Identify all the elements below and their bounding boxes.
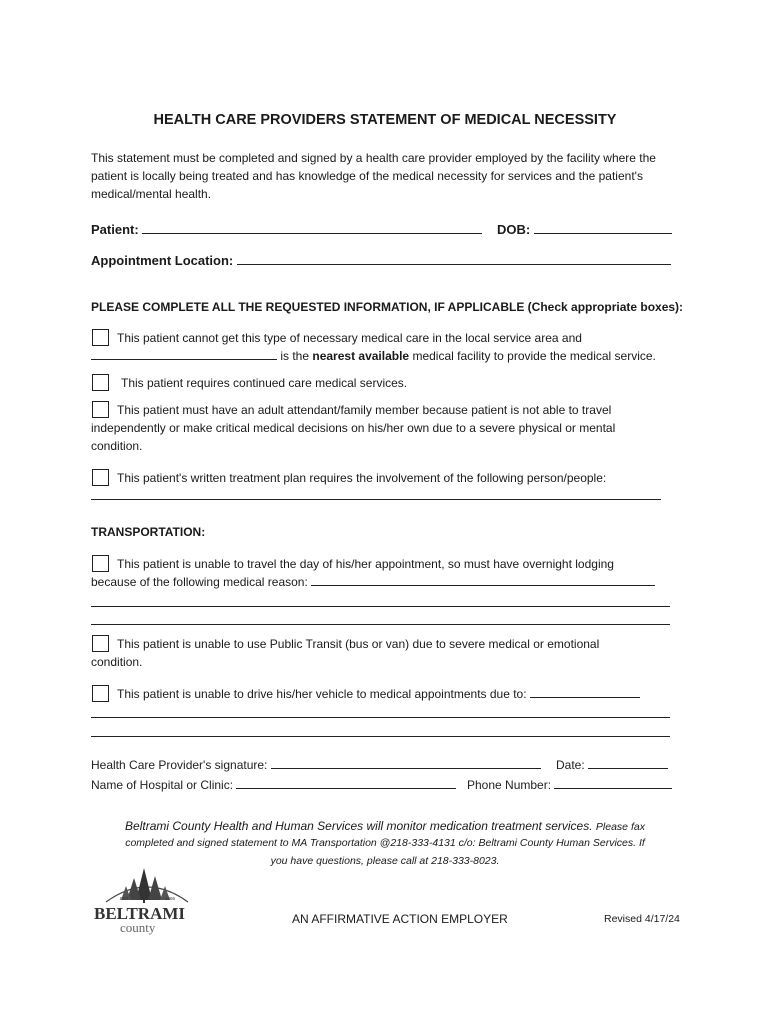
footer-monitor-text: Beltrami County Health and Human Services will monitor medication treatment services. xyxy=(125,819,593,833)
revised-date: Revised 4/17/24 xyxy=(604,913,680,925)
logo-est-text: EST. xyxy=(120,896,130,901)
patient-label: Patient: xyxy=(91,222,139,237)
transport-overnight-line2: because of the following medical reason: xyxy=(91,575,308,589)
transport-overnight-text xyxy=(91,555,691,591)
date-input-line[interactable] xyxy=(588,757,668,769)
form-title: HEALTH CARE PROVIDERS STATEMENT OF MEDICAL NECESSITY xyxy=(153,112,617,128)
check-treatment-plan-text xyxy=(91,469,681,487)
unable-drive-input-line[interactable] xyxy=(530,686,640,698)
footer-fax-start: Please fax xyxy=(595,821,645,833)
check-treatment-plan-label: This patient's written treatment plan requires the involvement of the following person/people: xyxy=(117,471,607,485)
check-attendant-line3: condition. xyxy=(91,439,143,453)
signature-input-line[interactable] xyxy=(271,757,541,769)
patient-field xyxy=(91,222,482,237)
logo-name-text: BELTRAMI xyxy=(94,904,186,923)
check-local-care-line2: medical facility to provide the medical service. xyxy=(412,349,656,363)
treatment-plan-input-line[interactable] xyxy=(91,499,661,500)
footer-question-line: you have questions, please call at 218-333-8023. xyxy=(270,855,500,867)
phone-field xyxy=(467,777,672,792)
dob-label: DOB: xyxy=(497,222,531,237)
date-field xyxy=(556,757,668,772)
affirmative-action-text: AN AFFIRMATIVE ACTION EMPLOYER xyxy=(292,912,508,926)
footer-monitor-line xyxy=(0,819,770,833)
intro-paragraph: This statement must be completed and signed by a health care provider employed by the facility where the patient is locally being treated and has knowledge of the medical necessity for services and the patient's medical/mental health. xyxy=(91,151,656,201)
appointment-field xyxy=(91,253,671,268)
signature-label: Health Care Provider's signature: xyxy=(91,758,268,772)
transportation-heading: TRANSPORTATION: xyxy=(91,525,206,539)
check-local-care-line1: This patient cannot get this type of necessary medical care in the local service area and xyxy=(117,331,582,345)
instructions: PLEASE COMPLETE ALL THE REQUESTED INFORMATION, IF APPLICABLE (Check appropriate boxes): xyxy=(91,300,684,314)
transport-public-transit-line1: This patient is unable to use Public Transit (bus or van) due to severe medical or emotional xyxy=(117,637,600,651)
transport-unable-drive-text xyxy=(91,685,691,703)
transport-unable-drive-label: This patient is unable to drive his/her vehicle to medical appointments due to: xyxy=(117,687,527,701)
check-local-care-text xyxy=(91,329,681,365)
transport-public-transit-text xyxy=(91,635,681,671)
footer-fax-line: completed and signed statement to MA Transportation @218-333-4131 c/o: Beltrami County Human Services. If xyxy=(125,837,645,849)
hospital-label: Name of Hospital or Clinic: xyxy=(91,778,234,792)
hospital-field xyxy=(91,777,456,792)
facility-input-line[interactable] xyxy=(91,348,277,360)
appointment-input-line[interactable] xyxy=(237,253,671,265)
phone-input-line[interactable] xyxy=(554,777,672,789)
transport-overnight-line1: This patient is unable to travel the day of his/her appointment, so must have overnight lodging xyxy=(117,557,614,571)
logo-year-text: 1866 xyxy=(165,896,176,901)
check-attendant-line2: independently or make critical medical decisions on his/her own due to a severe physical or mental xyxy=(91,421,616,435)
tree-icon xyxy=(92,864,202,942)
unable-drive-line-2[interactable] xyxy=(91,717,670,718)
beltrami-county-logo xyxy=(92,864,202,942)
signature-field xyxy=(91,757,541,772)
hospital-input-line[interactable] xyxy=(236,777,456,789)
transport-public-transit-line2: condition. xyxy=(91,655,143,669)
check-local-care-isthe: is the xyxy=(280,349,310,363)
dob-field xyxy=(497,222,672,237)
medical-reason-line-2[interactable] xyxy=(91,606,670,607)
check-attendant-text xyxy=(91,401,681,455)
patient-input-line[interactable] xyxy=(142,222,482,234)
medical-reason-input-line[interactable] xyxy=(311,574,655,586)
check-continued-care-label: This patient requires continued care medical services. xyxy=(121,376,408,390)
logo-sub-text: county xyxy=(120,920,156,935)
date-label: Date: xyxy=(556,758,585,772)
phone-label: Phone Number: xyxy=(467,778,552,792)
appointment-label: Appointment Location: xyxy=(91,253,234,268)
check-continued-care-text xyxy=(91,374,681,392)
nearest-available-text: nearest available xyxy=(312,349,410,363)
dob-input-line[interactable] xyxy=(534,222,672,234)
check-attendant-line1: This patient must have an adult attendant/family member because patient is not able to travel xyxy=(117,403,612,417)
unable-drive-line-3[interactable] xyxy=(91,736,670,737)
medical-reason-line-3[interactable] xyxy=(91,624,670,625)
